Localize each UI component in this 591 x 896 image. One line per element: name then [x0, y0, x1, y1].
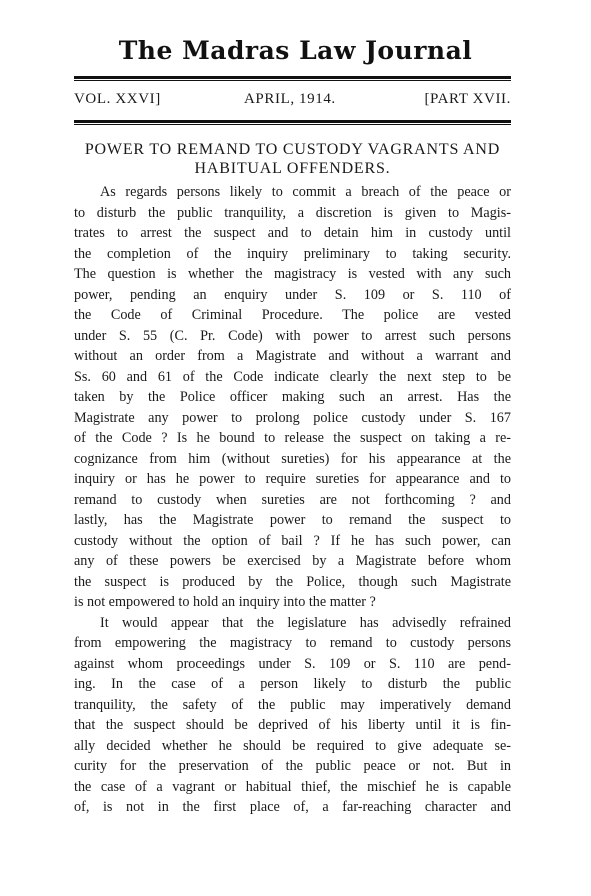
issue-date: APRIL, 1914.: [244, 91, 336, 107]
body-line: remand to custody when sureties are not forthcoming ? and: [74, 491, 511, 508]
body-line: The question is whether the magistracy is vested with any such: [74, 266, 511, 282]
body-line: inquiry or has he power to require sureties for appearance and to: [74, 471, 511, 487]
body-line: As regards persons likely to commit a breach of the peace or: [100, 184, 511, 200]
body-line: of the Code ? Is he bound to release the suspect on taking a re-: [74, 430, 511, 446]
body-line: tranquility, the safety of the public may imperatively demand: [74, 696, 511, 713]
body-line: the suspect is produced by the Police, though such Magistrate: [74, 573, 511, 590]
top-rule-thick: [74, 76, 511, 79]
body-line: custody without the option of bail ? If he has such power, can: [74, 532, 511, 549]
bottom-rule-thin: [74, 124, 511, 125]
body-line: trates to arrest the suspect and to detain him in custody until: [74, 225, 511, 241]
body-line: ally decided whether he should be required to give adequate se-: [74, 737, 511, 754]
body-line: taken by the Police officer making such an arrest. Has the: [74, 389, 511, 405]
body-line: to disturb the public tranquility, a discretion is given to Magis-: [74, 204, 511, 221]
body-line: from empowering the magistracy to remand to custody persons: [74, 635, 511, 651]
body-line: against whom proceedings under S. 109 or S. 110 are pend-: [74, 655, 511, 672]
body-line: curity for the preservation of the public peace or not. But in: [74, 758, 511, 774]
bottom-rule-thick: [74, 120, 511, 123]
body-line: the completion of the inquiry preliminary to taking security.: [74, 245, 511, 262]
top-rule-thin: [74, 80, 511, 81]
article-body: [74, 182, 511, 818]
body-line: that the suspect should be deprived of his liberty until it is fin-: [74, 717, 511, 733]
body-line: ing. In the case of a person likely to disturb the public: [74, 676, 511, 692]
body-line: of, is not in the first place of, a far-reaching character and: [74, 799, 511, 815]
body-line: power, pending an enquiry under S. 109 or S. 110 of: [74, 286, 511, 303]
body-line: any of these powers be exercised by a Magistrate before whom: [74, 553, 511, 569]
body-line: Ss. 60 and 61 of the Code indicate clearly the next step to be: [74, 368, 511, 385]
issue-line: [74, 91, 511, 113]
journal-masthead: The Madras Law Journal: [118, 36, 473, 65]
volume-label: VOL. XXVI]: [74, 91, 161, 107]
body-line: is not empowered to hold an inquiry into the matter ?: [74, 594, 376, 610]
article-title-line: HABITUAL OFFENDERS.: [194, 160, 391, 177]
body-line: cognizance from him (without sureties) for his appearance at the: [74, 450, 511, 467]
body-line: lastly, has the Magistrate power to remand the suspect to: [74, 512, 511, 528]
body-line: the Code of Criminal Procedure. The police are vested: [74, 307, 511, 323]
article-title-line: POWER TO REMAND TO CUSTODY VAGRANTS AND: [84, 141, 501, 158]
body-line: without an order from a Magistrate and without a warrant and: [74, 348, 511, 364]
article-title: [74, 140, 511, 178]
body-line: the case of a vagrant or habitual thief, the mischief he is capable: [74, 778, 511, 795]
part-label: [PART XVII.: [424, 91, 511, 107]
body-line: under S. 55 (C. Pr. Code) with power to arrest such persons: [74, 327, 511, 344]
body-line: Magistrate any power to prolong police custody under S. 167: [74, 409, 511, 426]
body-line: It would appear that the legislature has advisedly refrained: [100, 614, 511, 631]
